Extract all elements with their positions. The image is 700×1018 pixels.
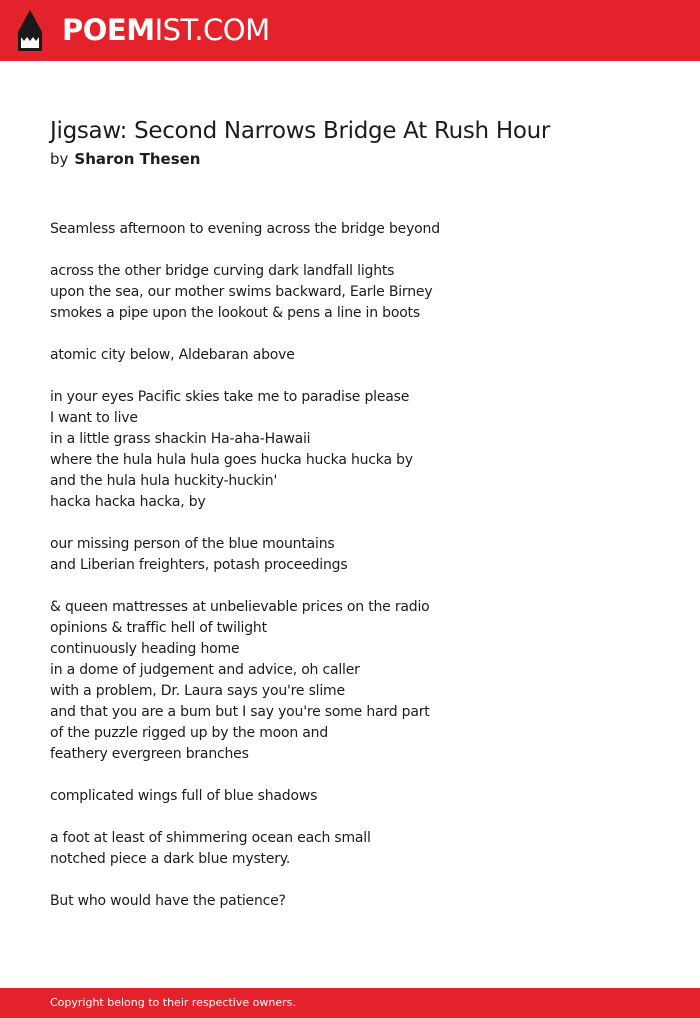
poem-line: in a dome of judgement and advice, oh caller bbox=[50, 662, 360, 678]
logo-bold-text: POEM bbox=[62, 13, 155, 47]
poem-line: & queen mattresses at unbelievable prices on the radio bbox=[50, 599, 430, 615]
pencil-icon[interactable] bbox=[18, 10, 42, 51]
poem-line: and Liberian freighters, potash proceedings bbox=[50, 557, 348, 573]
stanza-break bbox=[50, 366, 650, 387]
stanza-break bbox=[50, 513, 650, 534]
by-label: by bbox=[50, 150, 69, 168]
copyright-text: Copyright belong to their respective owners. bbox=[50, 996, 296, 1009]
site-header bbox=[0, 0, 700, 61]
poem-line: with a problem, Dr. Laura says you're slime bbox=[50, 683, 345, 699]
poem-line: across the other bridge curving dark landfall lights bbox=[50, 263, 395, 279]
poem-line: But who would have the patience? bbox=[50, 893, 286, 909]
poem-line: complicated wings full of blue shadows bbox=[50, 788, 318, 804]
stanza-break bbox=[50, 576, 650, 597]
poem-line: opinions & traffic hell of twilight bbox=[50, 620, 267, 636]
stanza-break bbox=[50, 324, 650, 345]
poem-line: a foot at least of shimmering ocean each small bbox=[50, 830, 371, 846]
poem-line: in your eyes Pacific skies take me to paradise please bbox=[50, 389, 410, 405]
poem-title: Jigsaw: Second Narrows Bridge At Rush Hour bbox=[50, 118, 551, 144]
stanza-break bbox=[50, 240, 650, 261]
poem-line: and that you are a bum but I say you're some hard part bbox=[50, 704, 430, 720]
poem-line: atomic city below, Aldebaran above bbox=[50, 347, 295, 363]
poem-line: our missing person of the blue mountains bbox=[50, 536, 335, 552]
poem-line: and the hula hula huckity-huckin' bbox=[50, 473, 278, 489]
poem-body bbox=[50, 219, 650, 912]
site-logo[interactable] bbox=[62, 13, 270, 47]
poem-line: continuously heading home bbox=[50, 641, 240, 657]
stanza-break bbox=[50, 807, 650, 828]
poem-line: I want to live bbox=[50, 410, 138, 426]
logo-light-text: IST.COM bbox=[154, 13, 270, 47]
stanza-break bbox=[50, 765, 650, 786]
author-link[interactable]: Sharon Thesen bbox=[74, 150, 201, 168]
poem-line: feathery evergreen branches bbox=[50, 746, 249, 762]
poem-line: hacka hacka hacka, by bbox=[50, 494, 206, 510]
poem-line: smokes a pipe upon the lookout & pens a line in boots bbox=[50, 305, 420, 321]
poem-line: notched piece a dark blue mystery. bbox=[50, 851, 291, 867]
site-footer bbox=[0, 988, 700, 1018]
byline bbox=[50, 149, 200, 169]
poem-line: Seamless afternoon to evening across the bridge beyond bbox=[50, 221, 440, 237]
poem-line: upon the sea, our mother swims backward, Earle Birney bbox=[50, 284, 433, 300]
poem-line: in a little grass shackin Ha-aha-Hawaii bbox=[50, 431, 311, 447]
stanza-break bbox=[50, 870, 650, 891]
poem-line: where the hula hula hula goes hucka hucka hucka by bbox=[50, 452, 413, 468]
poem-line: of the puzzle rigged up by the moon and bbox=[50, 725, 329, 741]
